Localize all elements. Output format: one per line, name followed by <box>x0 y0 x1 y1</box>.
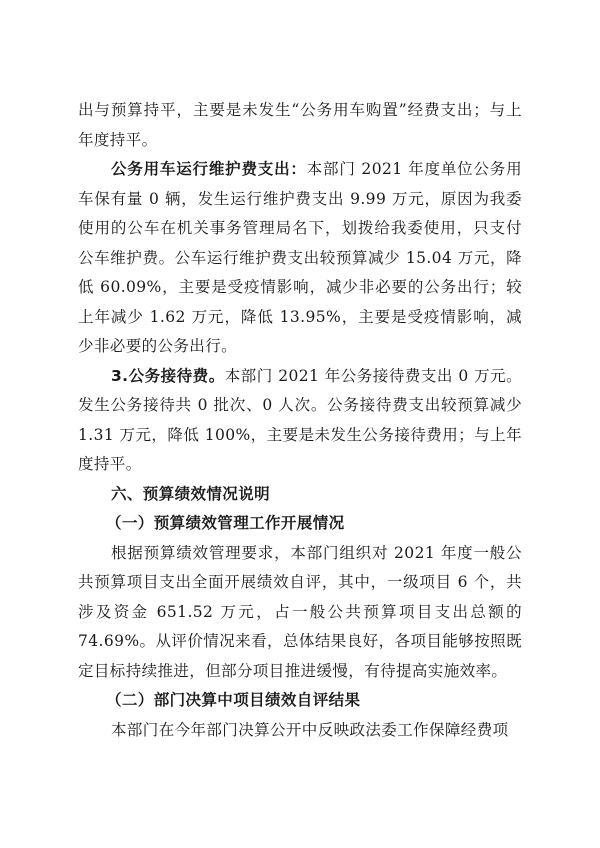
paragraph-lead: 公务用车运行维护费支出： <box>111 160 307 178</box>
paragraph-text: 本部门 2021 年公务接待费支出 0 万元。发生公务接待共 0 批次、0 人次。公务接待费支出较预算减少 1.31 万元，降低 100%，主要是未发生公务接待费用；与上年度持平。 <box>78 366 523 473</box>
subsection-heading: （二）部门决算中项目绩效自评结果 <box>106 691 361 709</box>
paragraph-vehicle-maintenance <box>0 155 600 362</box>
section-heading: 六、预算绩效情况说明 <box>111 484 271 503</box>
paragraph-text: 出与预算持平，主要是未发生“公务用车购置”经费支出；与上年度持平。 <box>78 101 522 149</box>
paragraph-text: 根据预算绩效管理要求，本部门组织对 2021 年度一般公共预算项目支出全面开展绩效自评，其中，一级项目 6 个，共涉及资金 651.52 万元，占一般公共预算项目支出总额的 74.69%。从评价情况来看，总体结果良好，各项目能够按照既定目标持续推进，但部分项目推进缓慢，有待提高实施效率。 <box>78 543 522 680</box>
paragraph-performance <box>0 539 600 687</box>
subsection-heading: （一）预算绩效管理工作开展情况 <box>106 514 345 532</box>
paragraph-text: 本部门在今年部门决算公开中反映政法委工作保障经费项 <box>111 720 509 739</box>
paragraph-reception-fee <box>0 362 600 480</box>
paragraph-text: 本部门 2021 年度单位公务用车保有量 0 辆，发生运行维护费支出 9.99 万元，原因为我委使用的公车在机关事务管理局名下，划拨给我委使用，只支付公车维护费。公车运行维护费支出较预算减少 15.04 万元，降低 60.09%，主要是受疫情影响，减少非必要的公务出行；较上年减少 1.62 万元，降低 13.95%，主要是受疫情影响，减少非必要的公务出行。 <box>78 160 522 355</box>
paragraph-project-results <box>0 716 600 746</box>
paragraph-lead: 3.公务接待费。 <box>111 366 225 385</box>
paragraph-continuation <box>0 96 600 155</box>
